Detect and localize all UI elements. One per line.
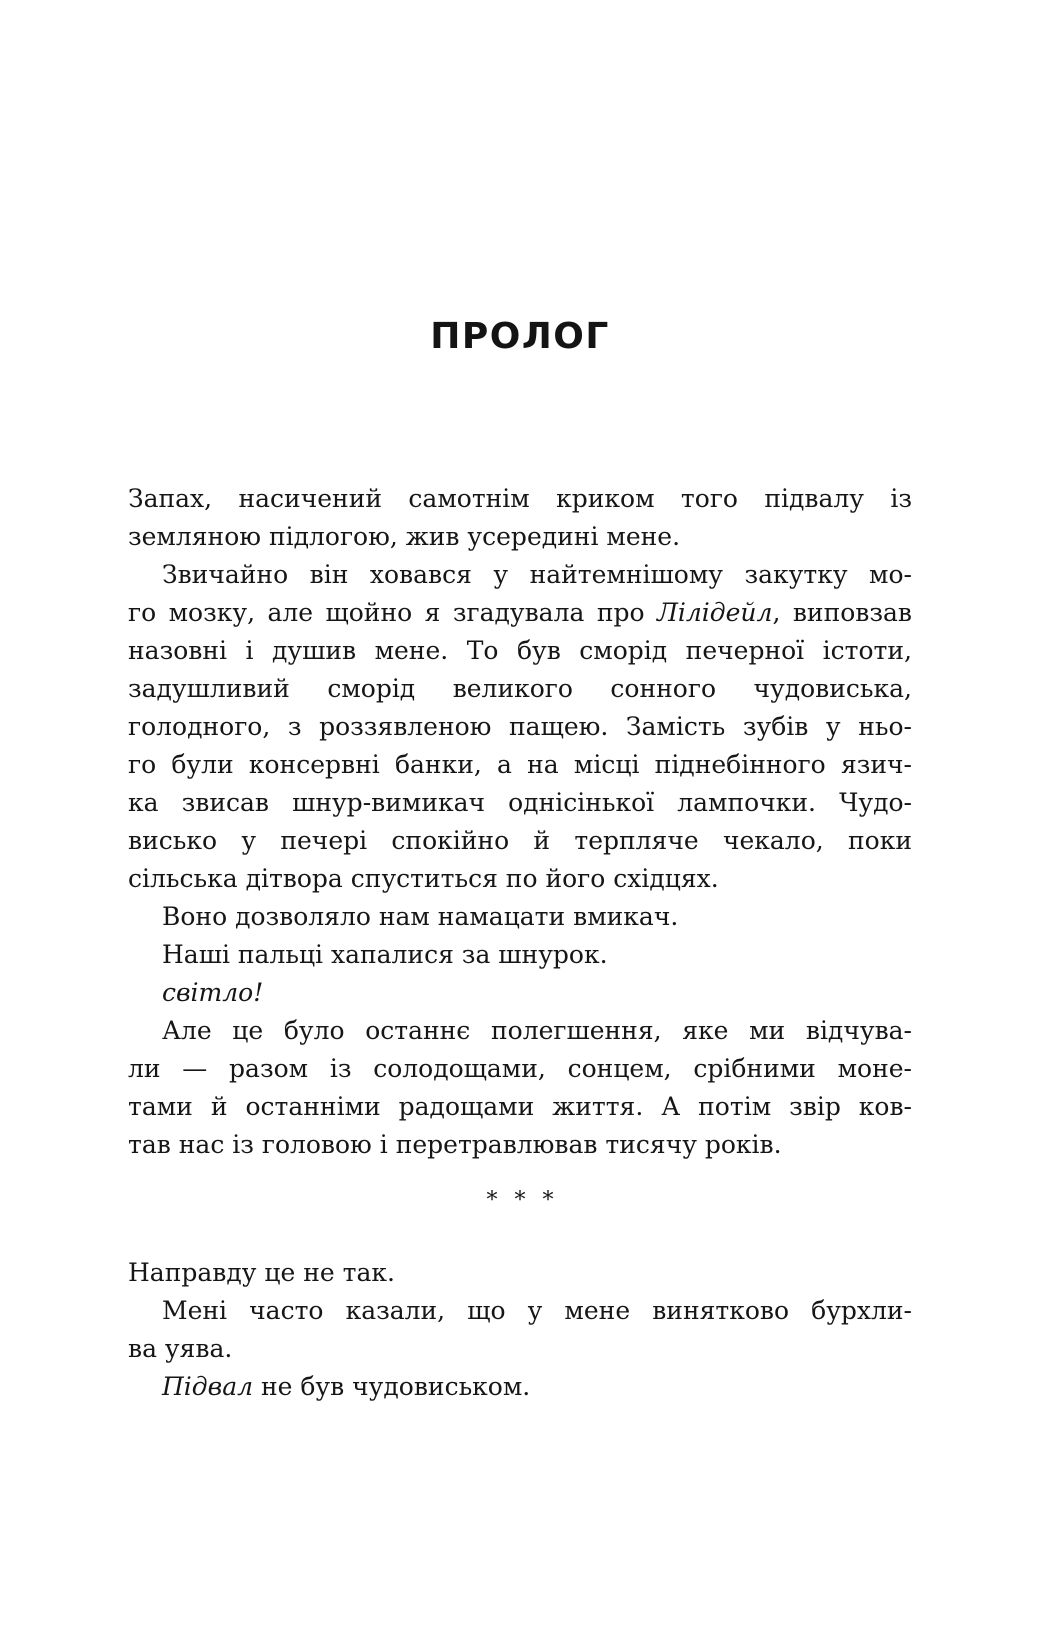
text-line: [128, 936, 912, 974]
text-line: [128, 1088, 912, 1126]
text-run: го мозку, але щойно я згадувала про: [128, 598, 658, 627]
paragraph: [128, 1292, 912, 1368]
text-line: [128, 1012, 912, 1050]
paragraph: [128, 556, 912, 898]
text-run: ва уява.: [128, 1334, 233, 1363]
text-run: Воно дозволяло нам намацати вмикач.: [162, 902, 679, 931]
chapter-title: ПРОЛОГ: [430, 316, 610, 357]
text-line: [128, 518, 912, 556]
text-line: [128, 1368, 912, 1406]
text-line: [128, 898, 912, 936]
text-run: Наші пальці хапалися за шнурок.: [162, 940, 608, 969]
text-line: [128, 974, 912, 1012]
text-line: [128, 1292, 912, 1330]
text-run: , виповзав: [772, 598, 912, 627]
italic-text: Лілідейл: [657, 598, 773, 627]
text-line: [128, 1126, 912, 1164]
body-text: [128, 480, 912, 1406]
text-line: [128, 822, 912, 860]
text-run: задушливий сморід великого сонного чудовиська,: [128, 674, 912, 703]
paragraph: [128, 1368, 912, 1406]
italic-text: світло!: [162, 978, 264, 1007]
text-line: [128, 1330, 912, 1368]
text-run: Звичайно він ховався у найтемнішому закутку мо-: [162, 560, 912, 589]
text-run: сільська дітвора спуститься по його східцях.: [128, 864, 719, 893]
text-line: [128, 480, 912, 518]
text-line: [128, 670, 912, 708]
text-line: [128, 594, 912, 632]
text-run: ли — разом із солодощами, сонцем, срібними моне-: [128, 1054, 912, 1083]
text-run: Мені часто казали, що у мене винятково бурхли-: [162, 1296, 912, 1325]
text-run: назовні і душив мене. То був сморід печерної істоти,: [128, 636, 912, 665]
text-run: Направду це не так.: [128, 1258, 395, 1287]
text-run: го були консервні банки, а на місці піднебінного язич-: [128, 750, 912, 779]
section-break: * * *: [486, 1188, 554, 1213]
paragraph: [128, 480, 912, 556]
text-line: [128, 784, 912, 822]
italic-text: Підвал: [162, 1372, 254, 1401]
text-run: висько у печері спокійно й терпляче чекало, поки: [128, 826, 912, 855]
paragraph: [128, 1012, 912, 1164]
text-line: [128, 556, 912, 594]
text-line: [128, 1050, 912, 1088]
text-line: [128, 708, 912, 746]
paragraph: [128, 1254, 912, 1292]
text-run: земляною підлогою, жив усередині мене.: [128, 522, 681, 551]
paragraph: [128, 898, 912, 936]
text-run: Запах, насичений самотнім криком того підвалу із: [128, 484, 912, 513]
paragraph: [128, 936, 912, 974]
text-line: [128, 1254, 912, 1292]
text-line: [128, 632, 912, 670]
paragraph: [128, 974, 912, 1012]
text-line: [128, 860, 912, 898]
text-run: тав нас із головою і перетравлював тисячу років.: [128, 1130, 782, 1159]
text-run: тами й останніми радощами життя. А потім звір ков-: [128, 1092, 912, 1121]
text-run: Але це було останнє полегшення, яке ми відчува-: [162, 1016, 912, 1045]
text-run: ка звисав шнур-вимикач однісінької лампочки. Чудо-: [128, 788, 912, 817]
text-line: [128, 746, 912, 784]
text-run: не був чудовиськом.: [253, 1372, 531, 1401]
text-run: голодного, з роззявленою пащею. Замість зубів у ньо-: [128, 712, 912, 741]
